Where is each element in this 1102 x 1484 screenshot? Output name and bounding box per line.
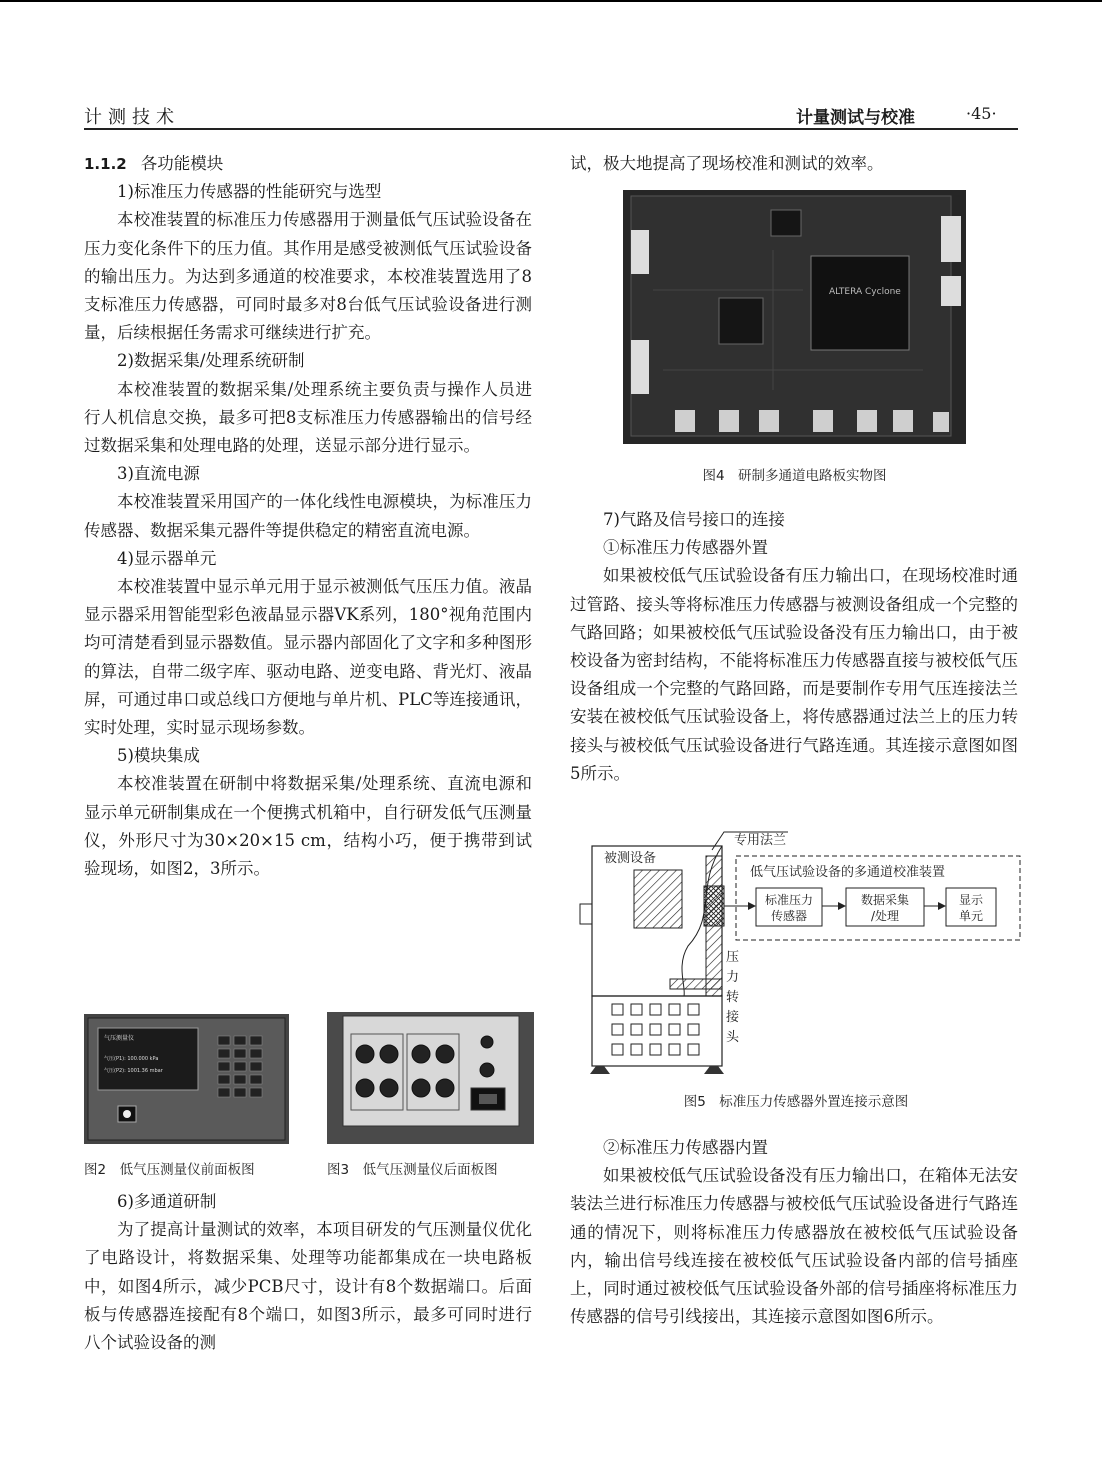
figure-5-caption: 图5 标准压力传感器外置连接示意图 (683, 1094, 909, 1110)
flange-label: 专用法兰 (734, 833, 787, 848)
subheading-1: 1)标准压力传感器的性能研究与选型 (117, 182, 382, 202)
subheading-4: 4)显示器单元 (117, 548, 217, 568)
system-label: 低气压试验设备的多通道校准装置 (750, 865, 946, 880)
paragraph-5: 本校准装置在研制中将数据采集/处理系统、直流电源和显示单元研制集成在一个便携式机箱中，自行研发低气压测量仪，外形尺寸为30×20×15 cm，结构小巧，便于携带到试验现场，如图2，3所示。 (84, 774, 532, 879)
control-buttons (612, 1004, 699, 1055)
paragraph-1: 本校准装置的标准压力传感器用于测量低气压试验设备在压力变化条件下的压力值。其作用是感受被测低气压试验设备的输出压力。为达到多通道的校准要求，本校准装置选用了8支标准压力传感器，可同时最多对8台低气压试验设备进行测量，后续根据任务需求可继续进行扩充。 (84, 210, 532, 343)
front-panel-drawing (84, 1014, 289, 1144)
flange-connector (704, 886, 724, 926)
left-column-bottom (84, 1188, 532, 1357)
sensor-box-line1: 标准压力 (764, 893, 814, 907)
display-box-line2: 单元 (958, 909, 984, 923)
figure-2-photo (84, 1014, 289, 1144)
adapter-char-5: 头 (726, 1030, 740, 1045)
right-column-bottom (570, 1134, 1018, 1331)
device-label: 被测设备 (604, 851, 657, 866)
paragraph-2: 本校准装置的数据采集/处理系统主要负责与操作人员进行人机信息交换，最多可把8支标准压力传感器输出的信号经过数据采集和处理电路的处理，送显示部分进行显示。 (84, 379, 532, 456)
rear-panel-drawing (327, 1012, 534, 1144)
adapter-label (726, 950, 740, 1045)
section-title: 各功能模块 (140, 154, 224, 173)
subheading-7a: ①标准压力传感器外置 (603, 538, 768, 558)
pcb-drawing (623, 190, 966, 444)
header-rule (84, 128, 1018, 130)
subheading-3: 3)直流电源 (117, 464, 200, 484)
figure-3-caption: 图3 低气压测量仪后面板图 (327, 1162, 498, 1178)
fig2-screen-line1: 气压(P1): 100.000 kPa (104, 1056, 159, 1062)
paragraph-4: 本校准装置中显示单元用于显示被测低气压压力值。液晶显示器采用智能型彩色液晶显示器VK系列，180°视角范围内均可清楚看到显示器数值。显示器内部固化了文字和多种图形的算法，自带二级字库、驱动电路、逆变电路、背光灯、液晶屏，可通过串口或总线口方便地与单片机、PLC等连接通讯，实时处理，实时显示现场参数。 (84, 577, 532, 738)
keypad (218, 1036, 262, 1097)
figure-2-caption: 图2 低气压测量仪前面板图 (84, 1162, 255, 1178)
device-handle (580, 904, 592, 924)
subheading-5: 5)模块集成 (117, 746, 200, 766)
section-name: 计量测试与校准 (796, 108, 915, 128)
paragraph-3: 本校准装置采用国产的一体化线性电源模块，为标准压力传感器、数据采集元器件等提供稳定的精密直流电源。 (84, 492, 532, 540)
page-number: ·45· (966, 104, 997, 123)
section-heading (84, 150, 532, 178)
right-column-top (570, 150, 1018, 178)
fig2-screen-line2: 气压(P2): 1001.36 mbar (104, 1068, 163, 1074)
figure-4-photo (623, 190, 966, 444)
adapter-char-1: 压 (726, 950, 740, 965)
sensor-box-line2: 传感器 (770, 909, 808, 923)
figure-3-photo (327, 1012, 534, 1144)
top-rule (0, 0, 1102, 2)
adapter-char-4: 接 (726, 1010, 740, 1025)
subheading-7b: ②标准压力传感器内置 (603, 1138, 768, 1157)
paragraph-6: 为了提高计量测试的效率，本项目研发的气压测量仪优化了电路设计，将数据采集、处理等功能都集成在一块电路板中，如图4所示，减少PCB尺寸，设计有8个数据端口。后面板与传感器连接配有8个端口，如图3所示，最多可同时进行八个试验设备的测 (84, 1220, 532, 1353)
figure-4-caption: 图4 研制多通道电路板实物图 (702, 468, 887, 484)
fpga-chip (811, 256, 909, 350)
figure-5-diagram (576, 826, 1026, 1076)
journal-name: 计测技术 (84, 107, 180, 128)
paragraph-6-continued: 试，极大地提高了现场校准和测试的效率。 (570, 154, 884, 173)
right-column-middle (570, 506, 1018, 788)
section-number: 1.1.2 (84, 155, 127, 173)
adapter-char-3: 转 (726, 990, 740, 1005)
subheading-7: 7)气路及信号接口的连接 (603, 510, 785, 529)
fpga-chip-label: ALTERA Cyclone (829, 287, 901, 297)
fig2-screen-title: 气压测量仪 (104, 1035, 135, 1042)
device-window (634, 870, 682, 928)
adapter-char-2: 力 (726, 970, 740, 985)
subheading-6: 6)多通道研制 (117, 1192, 217, 1211)
left-column-top (84, 150, 532, 883)
paragraph-7a: 如果被校低气压试验设备有压力输出口，在现场校准时通过管路、接头等将标准压力传感器与被测设备组成一个完整的气路回路；如果被校低气压试验设备没有压力输出口，由于被校设备为密封结构，不能将标准压力传感器直接与被校低气压设备组成一个完整的气路回路，而是要制作专用气压连接法兰安装在被校低气压试验设备上，将传感器通过法兰上的压力转接头与被校低气压试验设备进行气路连通。其连接示意图如图5所示。 (570, 566, 1018, 783)
daq-box-line2: /处理 (870, 909, 900, 923)
daq-box-line1: 数据采集 (860, 893, 910, 907)
display-box-line1: 显示 (958, 893, 984, 907)
subheading-2: 2)数据采集/处理系统研制 (117, 351, 305, 371)
paragraph-7b: 如果被校低气压试验设备没有压力输出口，在箱体无法安装法兰进行标准压力传感器与被校低气压试验设备进行气路连通的情况下，则将标准压力传感器放在被校低气压试验设备内，输出信号线连接在被校低气压试验设备内部的信号插座上，同时通过被校低气压试验设备外部的信号插座将标准压力传感器的信号引线接出，其连接示意图如图6所示。 (570, 1166, 1018, 1327)
